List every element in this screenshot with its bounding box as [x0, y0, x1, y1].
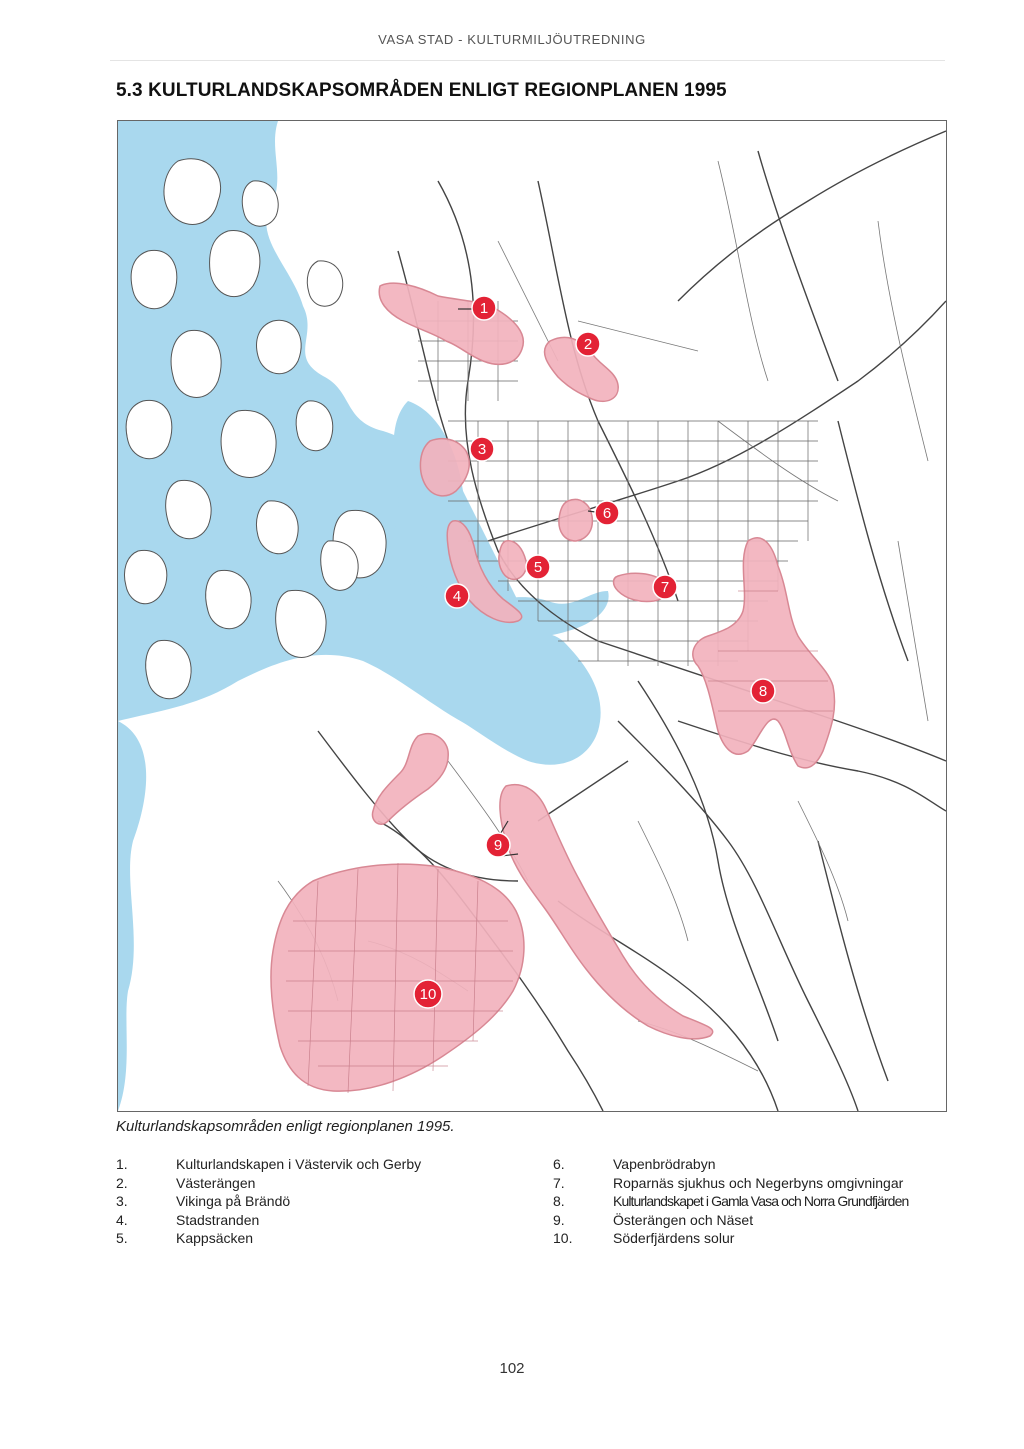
- legend-number: 7.: [553, 1174, 565, 1191]
- marker-label-2: 2: [583, 336, 593, 353]
- marker-label-7: 7: [660, 579, 670, 596]
- running-header: VASA STAD - KULTURMILJÖUTREDNING: [378, 32, 646, 47]
- culture-landscape-map: [118, 121, 946, 1111]
- page-title: 5.3 KULTURLANDSKAPSOMRÅDEN ENLIGT REGIONPLANEN 1995: [116, 80, 727, 101]
- legend-item: [553, 1174, 953, 1193]
- legend-column-left: [116, 1155, 516, 1248]
- map-frame: [117, 120, 947, 1112]
- marker-label-1: 1: [479, 300, 489, 317]
- legend-item: [553, 1229, 953, 1248]
- legend-label: Österängen och Näset: [613, 1211, 754, 1228]
- legend-label: Kappsäcken: [176, 1230, 254, 1246]
- map-caption: Kulturlandskapsområden enligt regionplanen 1995.: [116, 1118, 455, 1135]
- legend-number: 10.: [553, 1230, 573, 1246]
- page-number: 102: [499, 1360, 525, 1377]
- legend-number: 9.: [553, 1211, 565, 1228]
- legend-label: Kulturlandskapen i Västervik och Gerby: [176, 1156, 422, 1172]
- marker-label-3: 3: [477, 441, 487, 458]
- marker-label-9: 9: [493, 837, 503, 854]
- legend-number: 8.: [553, 1193, 565, 1209]
- legend-item: [553, 1192, 953, 1211]
- legend-label: Roparnäs sjukhus och Negerbyns omgivningar: [613, 1174, 904, 1191]
- zone-6: [559, 499, 592, 541]
- legend-item: [116, 1192, 516, 1211]
- legend-item: [553, 1155, 953, 1174]
- legend-number: 2.: [116, 1174, 128, 1191]
- legend-number: 5.: [116, 1230, 128, 1246]
- legend-number: 4.: [116, 1211, 128, 1228]
- legend-label: Vapenbrödrabyn: [613, 1156, 716, 1172]
- legend-label: Söderfjärdens solur: [613, 1230, 735, 1246]
- marker-label-6: 6: [602, 505, 612, 522]
- legend-number: 6.: [553, 1156, 565, 1172]
- legend-item: [553, 1211, 953, 1230]
- marker-label-5: 5: [533, 559, 543, 576]
- legend-label: Vikinga på Brändö: [176, 1193, 291, 1209]
- legend-item: [116, 1174, 516, 1193]
- legend-item: [116, 1229, 516, 1248]
- legend-column-right: [553, 1155, 953, 1248]
- marker-label-4: 4: [452, 588, 462, 605]
- legend-label: Stadstranden: [176, 1211, 260, 1228]
- legend-item: [116, 1155, 516, 1174]
- legend-label: Kulturlandskapet i Gamla Vasa och Norra Grundfjärden: [613, 1193, 909, 1209]
- header-rule: [110, 60, 945, 61]
- legend-number: 3.: [116, 1193, 128, 1209]
- legend-item: [116, 1211, 516, 1230]
- legend-number: 1.: [116, 1156, 128, 1172]
- legend-label: Västerängen: [176, 1174, 256, 1191]
- marker-label-10: 10: [419, 986, 437, 1003]
- marker-label-8: 8: [758, 683, 768, 700]
